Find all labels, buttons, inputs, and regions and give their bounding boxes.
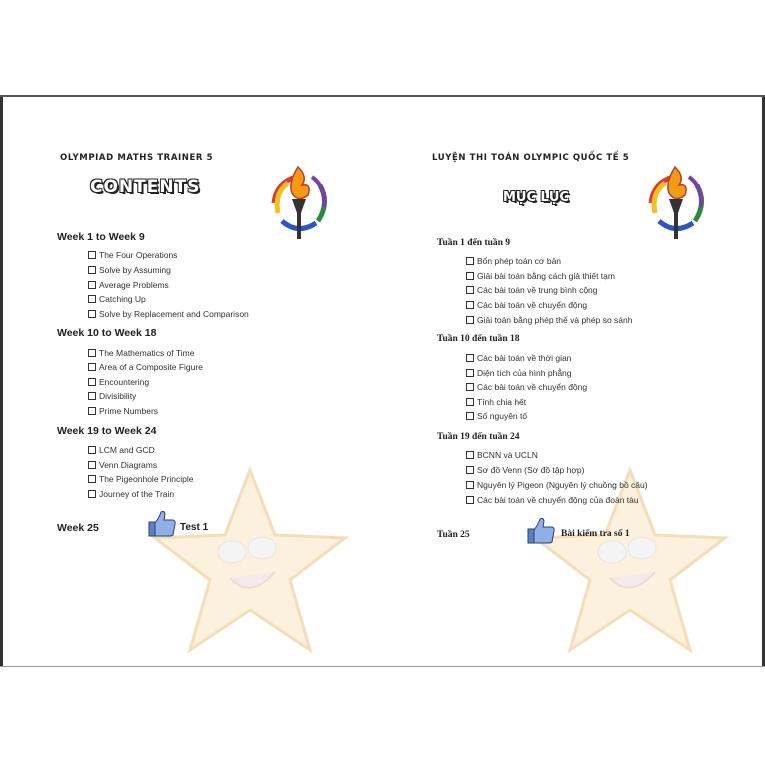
checkbox-icon bbox=[466, 383, 474, 391]
checkbox-icon bbox=[466, 286, 474, 294]
checkbox-icon bbox=[88, 475, 96, 483]
toc-item: Diện tích của hình phẳng bbox=[466, 368, 572, 378]
checkbox-icon bbox=[88, 446, 96, 454]
thumbs-up-icon bbox=[145, 508, 179, 538]
checkbox-icon bbox=[466, 466, 474, 474]
series-title: OLYMPIAD MATHS TRAINER 5 bbox=[60, 153, 214, 163]
toc-item: Venn Diagrams bbox=[88, 460, 157, 470]
checkbox-icon bbox=[466, 354, 474, 362]
checkbox-icon bbox=[88, 407, 96, 415]
checkbox-icon bbox=[466, 496, 474, 504]
toc-item: The Pigeonhole Principle bbox=[88, 474, 194, 484]
left-border bbox=[0, 97, 3, 666]
toc-item: The Four Operations bbox=[88, 250, 177, 260]
page-title: CONTENTS bbox=[90, 177, 201, 197]
toc-item: Solve by Assuming bbox=[88, 265, 171, 275]
checkbox-icon bbox=[88, 251, 96, 259]
toc-item: Solve by Replacement and Comparison bbox=[88, 309, 249, 319]
toc-item: Prime Numbers bbox=[88, 406, 158, 416]
toc-item: Journey of the Train bbox=[88, 489, 174, 499]
checkbox-icon bbox=[88, 266, 96, 274]
olympic-torch-icon bbox=[268, 163, 330, 241]
checkbox-icon bbox=[466, 451, 474, 459]
toc-item: Giải toán bằng phép thế và phép so sánh bbox=[466, 315, 632, 325]
checkbox-icon bbox=[88, 363, 96, 371]
toc-item: Các bài toán về trung bình cộng bbox=[466, 285, 598, 295]
toc-item: The Mathematics of Time bbox=[88, 348, 194, 358]
toc-item: Area of a Composite Figure bbox=[88, 362, 203, 372]
toc-item: Tính chia hết bbox=[466, 397, 526, 407]
toc-item: BCNN và UCLN bbox=[466, 450, 538, 460]
test-label: Test 1 bbox=[180, 522, 209, 533]
toc-item: Giải bài toán bằng cách giả thiết tạm bbox=[466, 271, 615, 281]
final-week: Week 25 bbox=[57, 522, 99, 534]
section-heading: Week 10 to Week 18 bbox=[57, 327, 157, 339]
final-week: Tuần 25 bbox=[437, 530, 470, 540]
toc-item: Các bài toán về chuyển động của đoàn tàu bbox=[466, 495, 639, 505]
toc-item: Sơ đồ Venn (Sơ đồ tập hợp) bbox=[466, 465, 584, 475]
checkbox-icon bbox=[88, 461, 96, 469]
star-mascot-icon bbox=[530, 460, 730, 660]
olympic-torch-icon bbox=[645, 163, 707, 241]
section-heading: Tuần 10 đến tuần 18 bbox=[437, 334, 520, 344]
checkbox-icon bbox=[88, 281, 96, 289]
toc-item: LCM and GCD bbox=[88, 445, 155, 455]
checkbox-icon bbox=[88, 490, 96, 498]
checkbox-icon bbox=[466, 398, 474, 406]
toc-item: Các bài toán về chuyển động bbox=[466, 300, 587, 310]
checkbox-icon bbox=[88, 392, 96, 400]
checkbox-icon bbox=[466, 257, 474, 265]
toc-item: Các bài toán về chuyển động bbox=[466, 382, 587, 392]
test-label: Bài kiểm tra số 1 bbox=[561, 529, 630, 539]
toc-item: Encountering bbox=[88, 377, 149, 387]
checkbox-icon bbox=[466, 481, 474, 489]
section-heading: Tuần 1 đến tuần 9 bbox=[437, 238, 511, 248]
section-heading: Week 19 to Week 24 bbox=[57, 425, 157, 437]
star-mascot-icon bbox=[150, 460, 350, 660]
checkbox-icon bbox=[88, 378, 96, 386]
toc-item: Nguyên lý Pigeon (Nguyên lý chuồng bồ câu) bbox=[466, 480, 648, 490]
checkbox-icon bbox=[466, 316, 474, 324]
page-title: MỤC LỤC bbox=[503, 190, 569, 205]
section-heading: Week 1 to Week 9 bbox=[57, 231, 145, 243]
toc-item: Average Problems bbox=[88, 280, 169, 290]
checkbox-icon bbox=[88, 295, 96, 303]
checkbox-icon bbox=[466, 369, 474, 377]
checkbox-icon bbox=[466, 301, 474, 309]
series-title: LUYỆN THI TOÁN OLYMPIC QUỐC TẾ 5 bbox=[432, 153, 630, 163]
checkbox-icon bbox=[466, 412, 474, 420]
toc-item: Divisibility bbox=[88, 391, 136, 401]
checkbox-icon bbox=[466, 272, 474, 280]
toc-item: Bốn phép toán cơ bản bbox=[466, 256, 561, 266]
checkbox-icon bbox=[88, 349, 96, 357]
checkbox-icon bbox=[88, 310, 96, 318]
toc-item: Số nguyên tố bbox=[466, 411, 527, 421]
thumbs-up-icon bbox=[524, 515, 558, 545]
section-heading: Tuần 19 đến tuần 24 bbox=[437, 432, 520, 442]
toc-item: Catching Up bbox=[88, 294, 146, 304]
toc-item: Các bài toán về thời gian bbox=[466, 353, 571, 363]
